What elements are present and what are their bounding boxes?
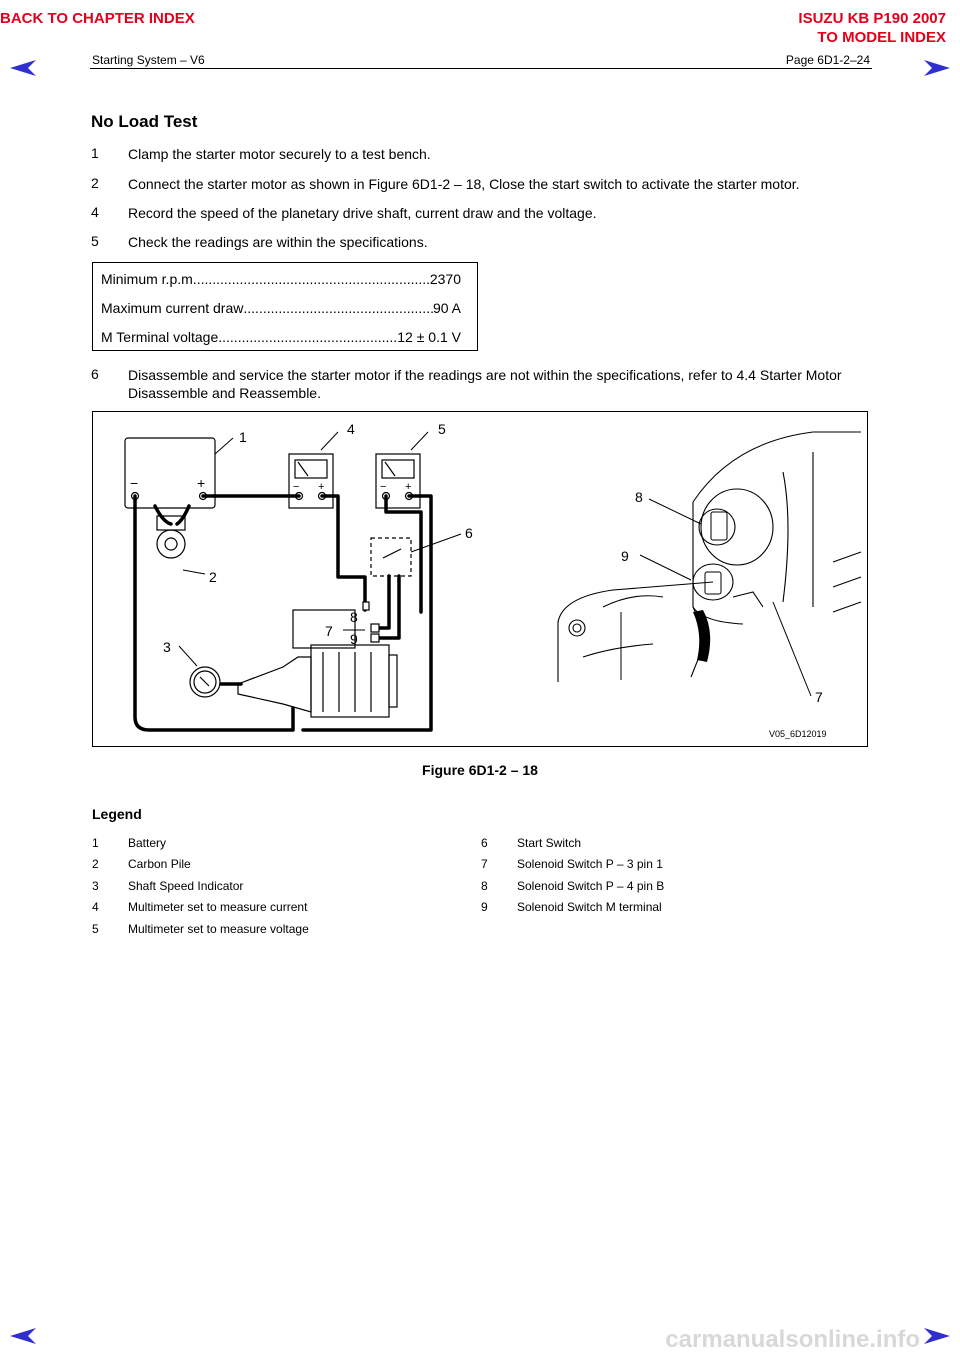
step-text: Record the speed of the planetary drive shaft, current draw and the voltage.: [128, 205, 597, 221]
callout-label: 9: [621, 548, 629, 564]
meter-plus-label: +: [405, 481, 412, 493]
wire: [303, 496, 431, 730]
legend-text: Carbon Pile: [128, 857, 191, 871]
wire: [135, 496, 293, 730]
wire: [322, 496, 365, 610]
legend-number: 2: [92, 857, 99, 871]
meter-minus-label: −: [293, 481, 300, 493]
back-to-chapter-index-link[interactable]: BACK TO CHAPTER INDEX: [0, 10, 195, 27]
battery-plus-label: +: [197, 475, 206, 491]
legend-number: 3: [92, 879, 99, 893]
step-number: 4: [91, 204, 99, 220]
wire: [155, 506, 189, 524]
spec-row: [101, 300, 461, 316]
step-number: 6: [91, 366, 99, 382]
spec-value: 90 A: [432, 300, 461, 316]
arrow-left-icon[interactable]: [8, 58, 38, 78]
to-model-index-link[interactable]: TO MODEL INDEX: [817, 29, 946, 46]
legend-text: Solenoid Switch M terminal: [517, 900, 662, 914]
step-item: [91, 204, 871, 224]
legend-text: Multimeter set to measure current: [128, 900, 308, 914]
section-heading: No Load Test: [91, 112, 198, 131]
spec-leader: [243, 300, 433, 316]
legend-number: 7: [481, 857, 488, 871]
figure-code: V05_6D12019: [769, 729, 827, 739]
arrow-right-icon[interactable]: [922, 58, 952, 78]
step-item: [91, 233, 871, 253]
spec-label: Maximum current draw: [101, 300, 244, 316]
meter-minus-label: −: [380, 481, 387, 493]
legend-text: Battery: [128, 836, 167, 850]
spec-leader: [197, 271, 430, 287]
callout-label: 4: [347, 421, 355, 437]
callout-label: 9: [350, 631, 358, 647]
step-number: 2: [91, 175, 99, 191]
wiring-diagram-figure: [92, 411, 868, 747]
wiring-diagram: [93, 412, 866, 745]
callout-label: 8: [635, 489, 643, 505]
spec-row: [101, 329, 461, 345]
spec-label: M Terminal voltage: [101, 329, 219, 345]
section-title: Starting System – V6: [92, 53, 205, 67]
step-text: Clamp the starter motor securely to a test bench.: [128, 146, 431, 162]
legend-text: Solenoid Switch P – 3 pin 1: [517, 857, 663, 871]
battery-minus-label: −: [130, 475, 139, 491]
step-text: Connect the starter motor as shown in Figure 6D1-2 – 18, Close the start switch to activate the starter motor.: [128, 176, 800, 192]
legend-title: Legend: [92, 806, 142, 822]
legend-text: Start Switch: [517, 836, 582, 850]
legend-text: Shaft Speed Indicator: [128, 879, 244, 893]
step-number: 1: [91, 145, 99, 161]
step-item: [91, 175, 871, 195]
callout-label: 7: [815, 689, 823, 705]
page-number: Page 6D1-2–24: [785, 53, 870, 67]
arrow-left-icon[interactable]: [8, 1326, 38, 1346]
specifications-box: [92, 262, 478, 351]
callout-label: 2: [209, 569, 217, 585]
legend-text: Multimeter set to measure voltage: [128, 922, 309, 936]
step-text: Disassemble and service the starter motor if the readings are not within the specifications, refer to 4.4 Starter Motor Disassemble and Reassemble.: [128, 367, 842, 401]
step-number: 5: [91, 233, 99, 249]
spec-leader: [218, 329, 397, 345]
spec-value: 2370: [429, 271, 461, 287]
callout-label: 5: [438, 421, 446, 437]
legend-number: 9: [481, 900, 488, 914]
model-title: ISUZU KB P190 2007: [798, 10, 946, 27]
step-item: [91, 145, 871, 165]
legend-number: 8: [481, 879, 488, 893]
arrow-right-icon[interactable]: [922, 1326, 952, 1346]
watermark: carmanualsonline.info: [665, 1326, 920, 1353]
legend-number: 1: [92, 836, 99, 850]
start-switch: [371, 538, 411, 576]
spec-row: [101, 271, 461, 287]
header-rule: [90, 68, 872, 69]
callout-label: 1: [239, 429, 247, 445]
callout-label: 6: [465, 525, 473, 541]
step-item: [91, 366, 871, 406]
meter-plus-label: +: [318, 481, 325, 493]
spec-value: 12 ± 0.1 V: [397, 329, 461, 345]
legend-text: Solenoid Switch P – 4 pin B: [517, 879, 665, 893]
wire: [378, 576, 389, 628]
legend-number: 4: [92, 900, 99, 914]
callout-label: 7: [325, 623, 333, 639]
legend-number: 6: [481, 836, 488, 850]
figure-caption: Figure 6D1-2 – 18: [422, 762, 538, 778]
carbon-pile: [157, 530, 185, 558]
legend-number: 5: [92, 922, 99, 936]
callout-label: 3: [163, 639, 171, 655]
spec-label: Minimum r.p.m.: [101, 271, 197, 287]
step-text: Check the readings are within the specifications.: [128, 234, 428, 250]
callout-label: 8: [350, 609, 358, 625]
